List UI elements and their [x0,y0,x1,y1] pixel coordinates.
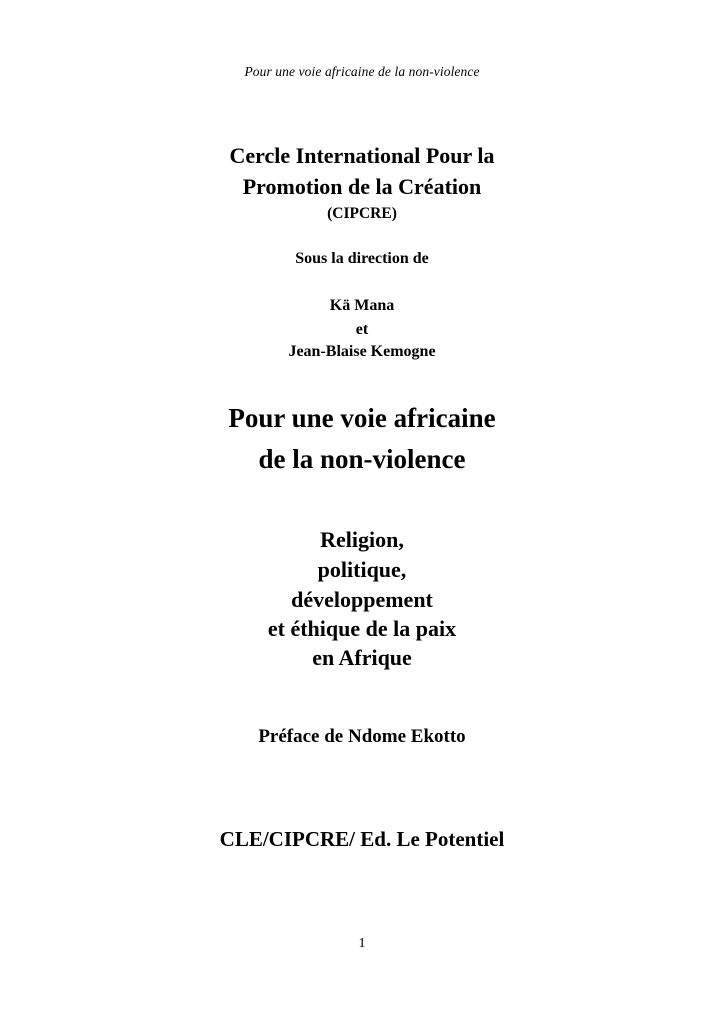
organization-name-line2: Promotion de la Création [242,174,482,199]
subtitle-line: et éthique de la paix [267,616,457,641]
organization-abbreviation: (CIPCRE) [327,205,397,222]
author-conjunction: et [355,321,369,338]
subtitle-line: Religion, [320,527,404,552]
book-title-line2: de la non-violence [258,444,466,474]
book-title-line1: Pour une voie africaine [228,403,496,433]
direction-label: Sous la direction de [295,250,429,267]
publisher: CLE/CIPCRE/ Ed. Le Potentiel [219,827,505,851]
author-name: Kä Mana [329,297,395,314]
running-header: Pour une voie africaine de la non-violence [244,64,480,79]
preface-credit: Préface de Ndome Ekotto [258,726,466,747]
page-number: 1 [358,936,366,951]
author-name: Jean-Blaise Kemogne [288,343,436,360]
subtitle-line: en Afrique [312,645,412,670]
organization-name-line1: Cercle International Pour la [229,143,495,168]
subtitle-line: développement [291,587,433,612]
subtitle-line: politique, [317,557,407,582]
